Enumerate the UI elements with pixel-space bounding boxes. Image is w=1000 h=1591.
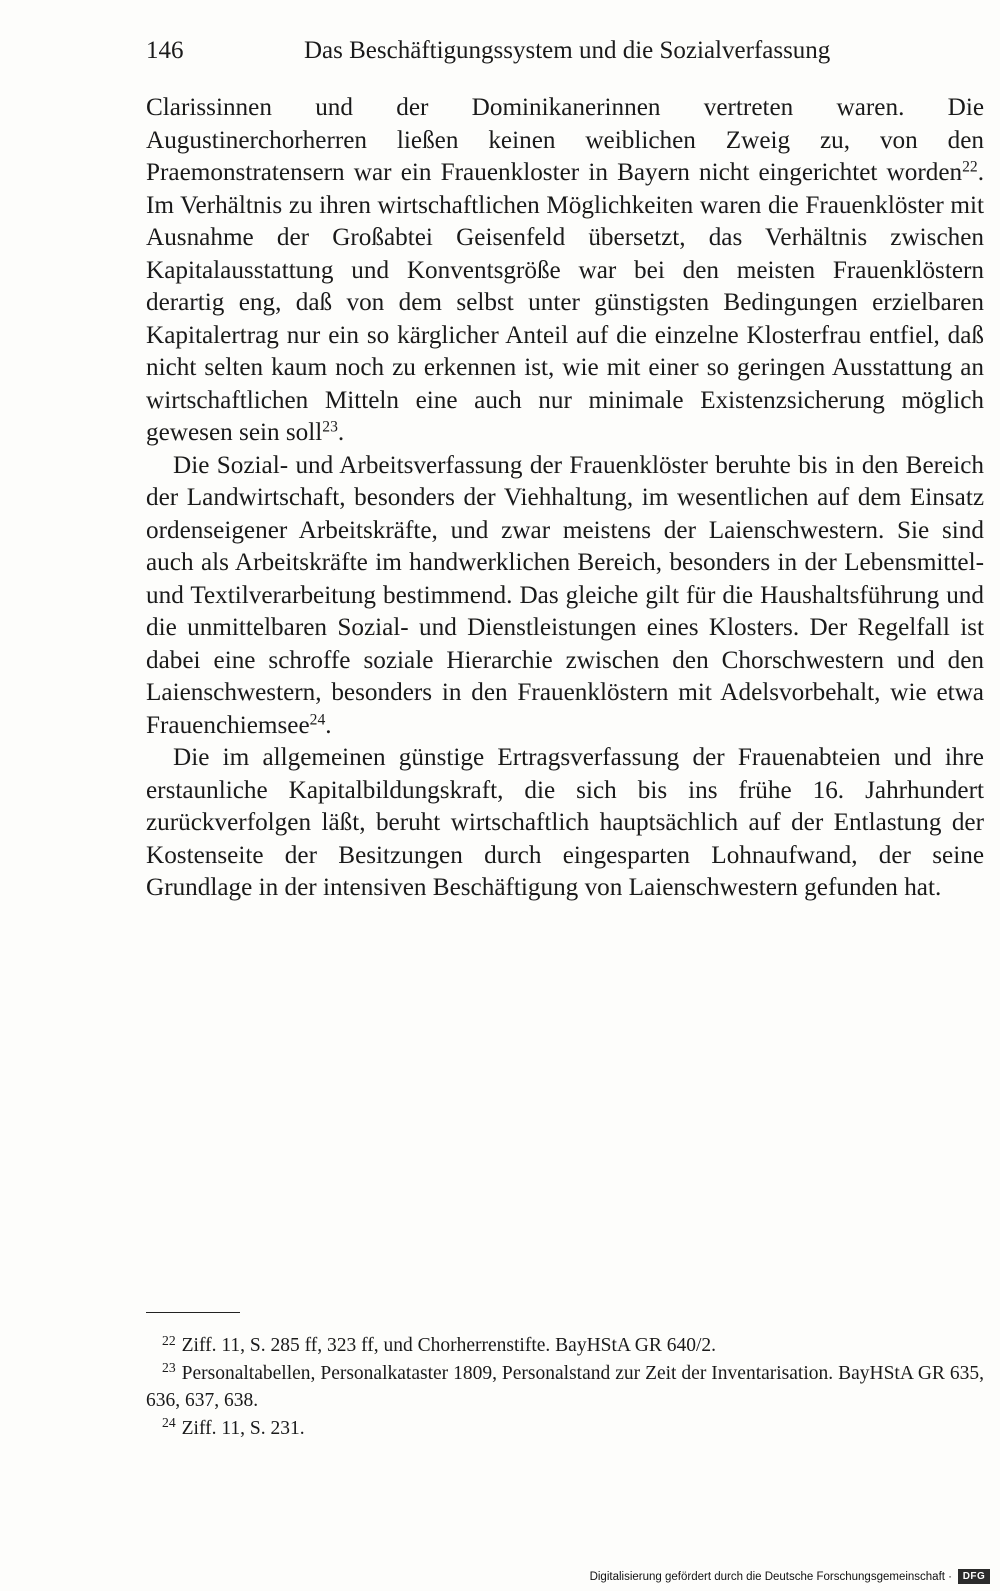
page-header <box>146 34 984 68</box>
running-title: Das Beschäftigungssystem und die Sozialverfassung <box>304 37 831 64</box>
footnote-24 <box>146 1415 984 1443</box>
footnote-divider <box>146 1312 240 1313</box>
paragraph-text: . <box>337 419 345 446</box>
footnote-number: 22 <box>162 1332 176 1348</box>
paragraph-text: Die Sozial- und Arbeitsverfassung der Frauenklöster beruhte bis in den Bereich der Landwirtschaft, besonders der Viehhaltung, im wesentlichen auf dem Einsatz ordenseigener Arbeitskräfte, und zwar meistens der Laienschwestern. Sie sind auch als Arbeitskräfte im handwerklichen Bereich, besonders in der Lebensmittel- und Textilverarbeitung bestimmend. Das gleiche gilt für die Haushaltsführung und die unmittelbaren Sozial- und Dienstleistungen eines Klosters. Der Regelfall ist dabei eine schroffe soziale Hierarchie zwischen den Chorschwestern und den Laienschwestern, besonders in den Frauenklöstern mit Adelsvorbehalt, wie etwa Frauenchiemsee <box>146 451 984 739</box>
footnote-23 <box>146 1360 984 1415</box>
footnote-text: Ziff. 11, S. 285 ff, 323 ff, und Chorherrenstifte. BayHStA GR 640/2. <box>181 1335 717 1356</box>
footnote-text: Personaltabellen, Personalkataster 1809, Personalstand zur Zeit der Inventarisation. BayHStA GR 635, 636, 637, 638. <box>146 1362 984 1411</box>
paragraph-text: . <box>325 711 332 739</box>
paragraph-3 <box>146 742 984 905</box>
dfg-logo: DFG <box>958 1569 990 1584</box>
footnote-22 <box>146 1332 984 1360</box>
footnote-number: 23 <box>162 1360 176 1376</box>
paragraph-text: . Im Verhältnis zu ihren wirtschaftlichen Möglichkeiten waren die Frauenklöster mit Ausnahme der Großabtei Geisenfeld übersetzt, das Verhältnis zwischen Kapitalausstattung und Konventsgröße war bei den meisten Frauenklöstern derartig eng, daß von dem selbst unter günstigsten Bedingungen erzielbaren Kapitalertrag nur ein so kärglicher Anteil auf die einzelne Klosterfrau entfiel, daß nicht selten kaum noch zu erkennen ist, wie mit einer so geringen Ausstattung an wirtschaftlichen Mitteln eine auch nur minimale Existenzsicherung möglich gewesen sein soll <box>146 159 984 446</box>
footnote-ref-24: 24 <box>309 710 326 728</box>
paragraph-1 <box>146 92 984 450</box>
paragraph-text: Clarissinnen und der Dominikanerinnen vertreten waren. Die Augustinerchorherren ließen keinen weiblichen Zweig zu, von den Praemonstratensern war ein Frauenkloster in Bayern nicht eingerichtet worden <box>146 94 984 186</box>
footnote-ref-23: 23 <box>322 418 338 436</box>
paragraph-2 <box>146 450 984 743</box>
page-number: 146 <box>146 37 184 64</box>
main-text <box>146 92 984 905</box>
paragraph-text: Die im allgemeinen günstige Ertragsverfassung der Frauenabteien und ihre erstaunliche Kapitalbildungskraft, die sich bis ins frühe 16. Jahrhundert zurückverfolgen läßt, beruht wirtschaftlich hauptsächlich auf der Entlastung der Kostenseite der Besitzungen durch eingesparten Lohnaufwand, der seine Grundlage in der intensiven Beschäftigung von Laienschwestern gefunden hat. <box>146 744 984 901</box>
footnote-text: Ziff. 11, S. 231. <box>181 1417 305 1439</box>
digitization-credit: Digitalisierung gefördert durch die Deutsche Forschungsgemeinschaft · <box>589 1571 952 1583</box>
footnotes <box>146 1332 984 1442</box>
footnote-number: 24 <box>162 1415 176 1431</box>
footnote-ref-22: 22 <box>962 158 978 176</box>
